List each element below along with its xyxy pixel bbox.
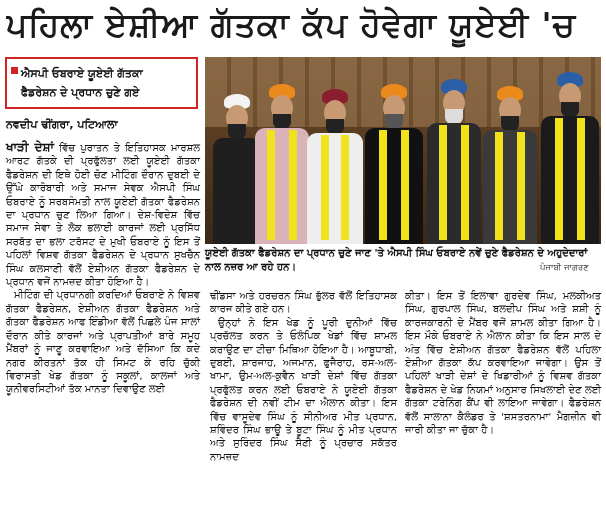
photo-caption: ਯੂਏਈ ਗੱਤਕਾ ਫੈਡਰੇਸ਼ਨ ਦਾ ਪ੍ਰਧਾਨ ਚੁਣੇ ਜਾਣ 'ਤੇ ਐਸਪੀ ਸਿੰਘ ਓਬਰਾਏ ਨਵੇਂ ਚੁਣੇ ਫੈਡਰੇਸ਼ਨ ਦੇ ਅਹੁਦੇਦਾਰਾਂ ਨਾਲ ਨਜ਼ਰ ਆ ਰਹੇ ਹਨ। — [205, 248, 588, 273]
left-paragraph-1: ਵਿੱਚ ਪੁਰਾਤਨ ਤੇ ਇਤਿਹਾਸਕ ਮਾਰਸ਼ਲ ਆਰਟ ਗੱਤਕੇ ਦੀ ਪ੍ਰਫੁੱਲਤਾ ਲਈ ਯੂਏਈ ਗੱਤਕਾ ਫੈਡਰੇਸ਼ਨ ਦੀ ਇਥੇ ਹੋਈ ਚੋਣ ਮੀਟਿੰਗ ਦੌਰਾਨ ਦੁਬਈ ਦੇ ਉੱਘੇ ਕਾਰੋਬਾਰੀ ਅਤੇ ਸਮਾਜ ਸੇਵਕ ਐਸਪੀ ਸਿੰਘ ਓਬਰਾਏ ਨੂੰ ਸਰਬਸੰਮਤੀ ਨਾਲ ਯੂਏਈ ਗੱਤਕਾ ਫੈਡਰੇਸ਼ਨ ਦਾ ਪ੍ਰਧਾਨ ਚੁਣ ਲਿਆ ਗਿਆ। ਦੇਸ਼-ਵਿਦੇਸ਼ ਵਿੱਚ ਸਮਾਜ ਸੇਵਾ ਤੇ ਲੋਕ ਭਲਾਈ ਕਾਰਜਾਂ ਲਈ ਪ੍ਰਸਿੱਧ ਸਰਬੱਤ ਦਾ ਭਲਾ ਟਰੱਸਟ ਦੇ ਮੁਖੀ ਓਬਰਾਏ ਨੂੰ ਇਸ ਤੋਂ ਪਹਿਲਾਂ ਵਿਸ਼ਵ ਗੱਤਕਾ ਫੈਡਰੇਸ਼ਨ ਦੇ ਪ੍ਰਧਾਨ ਸੁਖਚੈਨ ਸਿੰਘ ਕਲਸਾਣੀ ਵੱਲੋਂ ਏਸ਼ੀਅਨ ਗੱਤਕਾ ਫੈਡਰੇਸ਼ਨ ਦੇ ਪ੍ਰਧਾਨ ਵਜੋਂ ਨਾਮਜ਼ਦ ਕੀਤਾ ਹੋਇਆ ਹੈ। — [6, 143, 201, 289]
subheadline-line-1: ਐਸਪੀ ਓਬਰਾਏ ਯੂਏਈ ਗੱਤਕਾ — [21, 67, 143, 80]
headline: ਪਹਿਲਾ ਏਸ਼ੀਆ ਗੱਤਕਾ ਕੱਪ ਹੋਵੇਗਾ ਯੂਏਈ 'ਚ — [6, 5, 576, 44]
byline: ਨਵਦੀਪ ਢੀਂਗਰਾ, ਪਟਿਆਲਾ — [6, 118, 118, 131]
bullet-square-icon — [11, 67, 18, 74]
photo-credit: ਪੰਜਾਬੀ ਜਾਗਰਣ — [540, 263, 589, 273]
person-4 — [365, 84, 423, 244]
person-6 — [483, 86, 537, 244]
person-3 — [307, 89, 363, 244]
lead-word: ਖਾੜੀ ਦੇਸ਼ਾਂ — [6, 140, 54, 154]
left-column — [6, 141, 200, 397]
right-column — [405, 290, 601, 437]
middle-column — [210, 290, 397, 464]
person-7 — [541, 72, 599, 244]
person-2 — [255, 84, 309, 244]
subheadline-line-2: ਫੈਡਰੇਸ਼ਨ ਦੇ ਪ੍ਰਧਾਨ ਚੁਣੇ ਗਏ — [21, 86, 140, 99]
left-paragraph-2: ਮੀਟਿੰਗ ਦੀ ਪ੍ਰਧਾਨਗੀ ਕਰਦਿਆਂ ਓਬਰਾਏ ਨੇ ਵਿਸ਼ਵ ਗੱਤਕਾ ਫੈਡਰੇਸ਼ਨ, ਏਸ਼ੀਅਨ ਗੱਤਕਾ ਫੈਡਰੇਸ਼ਨ ਅਤੇ ਗੱਤਕਾ ਫੈਡਰੇਸ਼ਨ ਆਫ ਇੰਡੀਆ ਵੱਲੋਂ ਪਿਛਲੇ ਪੰਜ ਸਾਲਾਂ ਦੌਰਾਨ ਕੀਤੇ ਕਾਰਜਾਂ ਅਤੇ ਪ੍ਰਾਪਤੀਆਂ ਬਾਰੇ ਸਮੂਹ ਮੈਂਬਰਾਂ ਨੂੰ ਜਾਣੂ ਕਰਵਾਇਆ ਅਤੇ ਦੱਸਿਆ ਕਿ ਕਦੇ ਨਗਰ ਕੀਰਤਨਾਂ ਤੱਕ ਹੀ ਸਿਮਟ ਕੇ ਰਹਿ ਚੁੱਕੀ ਵਿਰਾਸਤੀ ਖੇਡ ਗੱਤਕਾ ਨੂੰ ਸਕੂਲਾਂ, ਕਾਲਜਾਂ ਅਤੇ ਯੂਨੀਵਰਸਿਟੀਆਂ ਤੱਕ ਮਾਨਤਾ ਦਿਵਾਉਣ ਲਈ — [6, 290, 200, 396]
right-paragraph-1: ਕੀਤਾ। ਇਸ ਤੋਂ ਇਲਾਵਾ ਗੁਰਦੇਵ ਸਿੰਘ, ਮਲਕੀਅਤ ਸਿੰਘ, ਗੁਰਪਾਲ ਸਿੰਘ, ਬਲਦੀਪ ਸਿੰਘ ਅਤੇ ਸ਼ਸ਼ੀ ਨੂੰ ਕਾਰਜਕਾਰਨੀ ਦੇ ਮੈਂਬਰ ਵਜੋਂ ਸ਼ਾਮਲ ਕੀਤਾ ਗਿਆ ਹੈ। ਇਸ ਮੌਕੇ ਓਬਰਾਏ ਨੇ ਐਲਾਨ ਕੀਤਾ ਕਿ ਇਸ ਸਾਲ ਦੇ ਅੰਤ ਵਿੱਚ ਏਸ਼ੀਅਨ ਗੱਤਕਾ ਫੈਡਰੇਸ਼ਨ ਵੱਲੋਂ ਪਹਿਲਾ ਏਸ਼ੀਆ ਗੱਤਕਾ ਕੱਪ ਕਰਵਾਇਆ ਜਾਵੇਗਾ। ਉਸ ਤੋਂ ਪਹਿਲਾਂ ਖਾੜੀ ਦੇਸ਼ਾਂ ਦੇ ਖਿਡਾਰੀਆਂ ਨੂੰ ਵਿਸ਼ਵ ਗੱਤਕਾ ਫੈਡਰੇਸ਼ਨ ਦੇ ਖੇਡ ਨਿਯਮਾਂ ਅਨੁਸਾਰ ਸਿਖਲਾਈ ਦੇਣ ਲਈ ਗੱਤਕਾ ਟਰੇਨਿੰਗ ਕੈਂਪ ਵੀ ਲਾਇਆ ਜਾਵੇਗਾ। ਫੈਡਰੇਸ਼ਨ ਵੱਲੋਂ ਸਾਲਾਨਾ ਕੈਲੰਡਰ ਤੇ 'ਸ਼ਸਤਰਨਾਮਾ' ਮੈਗਜ਼ੀਨ ਵੀ ਜਾਰੀ ਕੀਤਾ ਜਾ ਚੁੱਕਾ ਹੈ। — [405, 291, 601, 437]
person-5 — [427, 79, 481, 244]
person-1 — [213, 94, 261, 244]
news-photo — [205, 57, 601, 244]
subheadline-box — [5, 57, 198, 109]
middle-paragraph-1: ਢੀਂਡਸਾ ਅਤੇ ਹਰਚਰਨ ਸਿੰਘ ਭੁੱਲਰ ਵੱਲੋਂ ਇਤਿਹਾਸਕ ਕਾਰਜ ਕੀਤੇ ਗਏ ਹਨ। — [210, 291, 397, 316]
middle-paragraph-2: ਉਨ੍ਹਾਂ ਨੇ ਇਸ ਖੇਡ ਨੂੰ ਪੂਰੀ ਦੁਨੀਆਂ ਵਿੱਚ ਪ੍ਰਚੱਲਤ ਕਰਨ ਤੇ ਓਲੰਪਿਕ ਖੇਡਾਂ ਵਿੱਚ ਸ਼ਾਮਲ ਕਰਾਉਣ ਦਾ ਟੀਚਾ ਮਿਥਿਆ ਹੋਇਆ ਹੈ। ਆਬੂਧਾਬੀ, ਦੁਬਈ, ਸ਼ਾਰਜਾਹ, ਅਜਮਾਨ, ਫੁਜੈਰਾਹ, ਰਸ-ਅਲ-ਖਾਮਾ, ਉਮ-ਅਲ-ਕੁਵੈਨ ਖਾੜੀ ਦੇਸ਼ਾਂ ਵਿੱਚ ਗੱਤਕਾ ਪ੍ਰਫੁੱਲਤ ਕਰਨ ਲਈ ਓਬਰਾਏ ਨੇ ਯੂਏਈ ਗੱਤਕਾ ਫੈਡਰੇਸ਼ਨ ਦੀ ਨਵੀਂ ਟੀਮ ਦਾ ਐਲਾਨ ਕੀਤਾ। ਇਸ ਵਿੱਚ ਵਾਸੂਦੇਵ ਸਿੰਘ ਨੂੰ ਸੀਨੀਅਰ ਮੀਤ ਪ੍ਰਧਾਨ, ਸ਼ਵਿੰਦਰ ਸਿੰਘ ਭਾਊ ਤੇ ਬੂਟਾ ਸਿੰਘ ਨੂੰ ਮੀਤ ਪ੍ਰਧਾਨ ਅਤੇ ਸੁਰਿੰਦਰ ਸਿੰਘ ਸੈਣੀ ਨੂੰ ਪ੍ਰਚਾਰ ਸਕੱਤਰ ਨਾਮਜ਼ਦ — [210, 317, 397, 463]
